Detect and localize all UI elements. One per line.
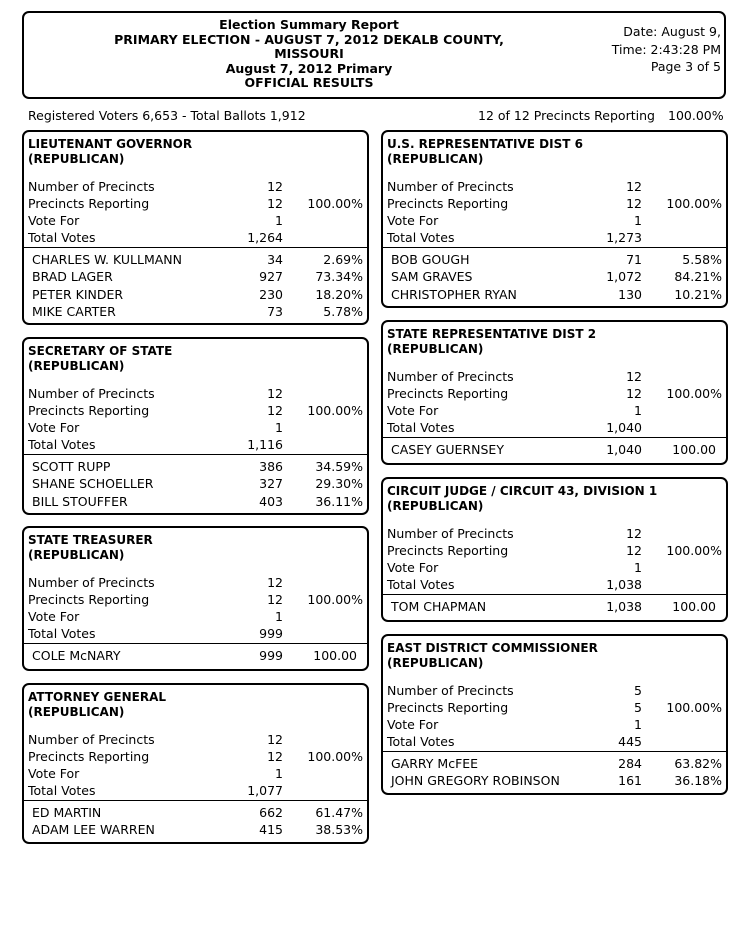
stat-label: Vote For <box>28 766 80 781</box>
race-party: (REPUBLICAN) <box>387 342 484 356</box>
stat-percent: 100.00% <box>666 543 722 558</box>
report-title-block <box>109 18 509 91</box>
race-party: (REPUBLICAN) <box>28 152 125 166</box>
race-office: EAST DISTRICT COMMISSIONER <box>387 641 598 655</box>
stat-row-total-votes <box>387 419 726 436</box>
stat-value: 1,116 <box>247 437 283 452</box>
stat-row-precincts-reporting <box>387 699 726 716</box>
candidate-row <box>387 755 726 772</box>
candidate-name: PETER KINDER <box>32 286 124 302</box>
stat-label: Number of Precincts <box>387 526 514 541</box>
candidate-votes: 403 <box>259 493 283 509</box>
stat-row-total-votes <box>387 576 726 593</box>
stat-row-total-votes <box>28 436 367 453</box>
candidate-name: ED MARTIN <box>32 805 102 820</box>
race-office: LIEUTENANT GOVERNOR <box>28 137 193 151</box>
candidate-percent: 73.34% <box>315 269 363 285</box>
stat-label: Vote For <box>28 420 80 435</box>
stat-row-num-precincts <box>387 178 726 195</box>
candidate-votes: 34 <box>267 252 283 267</box>
candidate-votes: 71 <box>626 252 642 267</box>
stat-label: Total Votes <box>28 626 96 641</box>
race-party: (REPUBLICAN) <box>28 359 125 373</box>
candidate-percent: 5.58% <box>682 252 722 267</box>
candidate-name: GARRY McFEE <box>391 756 479 771</box>
stat-label: Precincts Reporting <box>28 749 150 764</box>
stat-row-total-votes <box>387 733 726 750</box>
stat-row-precincts-reporting <box>387 542 726 559</box>
stat-label: Vote For <box>387 213 439 228</box>
candidate-percent: 100.00 <box>672 442 716 457</box>
candidate-row <box>28 286 367 303</box>
stat-label: Precincts Reporting <box>28 592 150 607</box>
candidate-votes: 230 <box>259 286 283 302</box>
stat-label: Number of Precincts <box>387 179 514 194</box>
candidate-name: CASEY GUERNSEY <box>391 442 504 457</box>
stat-value: 5 <box>634 700 642 715</box>
stat-value: 12 <box>626 386 642 401</box>
candidate-percent: 34.59% <box>315 459 363 474</box>
stat-value: 12 <box>626 196 642 211</box>
stat-row-total-votes <box>28 782 367 799</box>
stat-value: 1,273 <box>606 230 642 245</box>
stat-percent: 100.00% <box>307 403 363 418</box>
stat-label: Vote For <box>28 609 80 624</box>
candidate-row <box>28 268 367 285</box>
candidate-votes: 284 <box>618 756 642 771</box>
stat-value: 12 <box>626 179 642 194</box>
candidate-percent: 84.21% <box>674 269 722 285</box>
candidate-name: BILL STOUFFER <box>32 493 128 509</box>
stat-label: Total Votes <box>28 437 96 452</box>
report-time: Time: 2:43:28 PM <box>611 41 721 57</box>
race-party: (REPUBLICAN) <box>387 499 484 513</box>
stat-row-precincts-reporting <box>28 195 367 212</box>
stat-value: 1 <box>634 717 642 732</box>
stat-label: Precincts Reporting <box>28 196 150 211</box>
race-box <box>22 130 369 325</box>
candidate-row <box>28 804 367 821</box>
stat-row-vote-for <box>387 212 726 229</box>
race-office: U.S. REPRESENTATIVE DIST 6 <box>387 137 583 151</box>
race-box <box>381 320 728 465</box>
stat-percent: 100.00% <box>666 386 722 401</box>
candidate-name: BRAD LAGER <box>32 269 113 285</box>
stat-row-total-votes <box>28 229 367 246</box>
stat-value: 12 <box>267 749 283 764</box>
race-box <box>22 526 369 671</box>
section-divider <box>24 800 367 801</box>
stat-value: 1,038 <box>606 577 642 592</box>
stat-row-num-precincts <box>387 368 726 385</box>
race-title <box>28 344 172 374</box>
race-box <box>381 634 728 795</box>
candidate-row <box>28 458 367 475</box>
stat-row-num-precincts <box>387 682 726 699</box>
stat-percent: 100.00% <box>307 592 363 607</box>
stat-label: Number of Precincts <box>28 732 155 747</box>
race-office: SECRETARY OF STATE <box>28 344 173 358</box>
candidate-row <box>28 251 367 268</box>
candidate-votes: 999 <box>259 648 283 663</box>
stat-value: 12 <box>267 592 283 607</box>
candidate-votes: 1,072 <box>606 269 642 285</box>
race-office: STATE TREASURER <box>28 533 153 547</box>
stat-row-precincts-reporting <box>387 195 726 212</box>
stat-value: 12 <box>267 179 283 194</box>
report-title: Election Summary Report <box>219 17 399 32</box>
race-party: (REPUBLICAN) <box>28 548 125 562</box>
stat-value: 12 <box>267 386 283 401</box>
stat-value: 1 <box>634 403 642 418</box>
candidate-votes: 1,038 <box>606 599 642 614</box>
section-divider <box>383 594 726 595</box>
candidate-votes: 662 <box>259 805 283 820</box>
stat-value: 1 <box>275 609 283 624</box>
stat-value: 12 <box>267 403 283 418</box>
stat-row-num-precincts <box>387 525 726 542</box>
results-status: OFFICIAL RESULTS <box>244 75 374 90</box>
candidate-row <box>387 268 726 285</box>
stat-row-vote-for <box>387 716 726 733</box>
candidate-percent: 100.00 <box>672 599 716 614</box>
candidate-name: SAM GRAVES <box>391 269 473 285</box>
candidate-row <box>387 251 726 268</box>
stat-row-vote-for <box>28 765 367 782</box>
section-divider <box>24 643 367 644</box>
candidate-percent: 18.20% <box>315 286 363 302</box>
candidate-name: ADAM LEE WARREN <box>32 822 155 838</box>
race-box <box>381 130 728 308</box>
stat-row-vote-for <box>28 419 367 436</box>
stat-label: Precincts Reporting <box>387 196 509 211</box>
section-divider <box>383 437 726 438</box>
candidate-votes: 73 <box>267 303 283 319</box>
stat-label: Precincts Reporting <box>28 403 150 418</box>
race-party: (REPUBLICAN) <box>387 152 484 166</box>
stat-percent: 100.00% <box>666 700 722 715</box>
stat-row-total-votes <box>387 229 726 246</box>
candidate-votes: 327 <box>259 476 283 492</box>
stat-label: Total Votes <box>387 734 455 749</box>
race-title <box>387 137 583 167</box>
race-office: STATE REPRESENTATIVE DIST 2 <box>387 327 597 341</box>
section-divider <box>24 247 367 248</box>
stat-label: Precincts Reporting <box>387 386 509 401</box>
candidate-name: CHARLES W. KULLMANN <box>32 252 182 267</box>
candidate-percent: 36.18% <box>674 773 722 789</box>
stat-value: 1,040 <box>606 420 642 435</box>
stat-value: 12 <box>626 369 642 384</box>
stat-row-num-precincts <box>28 731 367 748</box>
stat-label: Number of Precincts <box>28 386 155 401</box>
candidate-percent: 63.82% <box>674 756 722 771</box>
stat-row-total-votes <box>28 625 367 642</box>
stat-row-vote-for <box>387 402 726 419</box>
candidate-name: JOHN GREGORY ROBINSON <box>391 773 560 789</box>
stat-label: Precincts Reporting <box>387 543 509 558</box>
race-title <box>387 484 657 514</box>
stat-value: 445 <box>618 734 642 749</box>
section-divider <box>383 247 726 248</box>
stat-label: Total Votes <box>28 230 96 245</box>
race-title <box>28 533 153 563</box>
race-office: CIRCUIT JUDGE / CIRCUIT 43, DIVISION 1 <box>387 484 658 498</box>
section-divider <box>24 454 367 455</box>
stat-value: 12 <box>267 732 283 747</box>
stat-value: 12 <box>626 543 642 558</box>
stat-value: 12 <box>626 526 642 541</box>
election-date: August 7, 2012 Primary <box>225 60 393 76</box>
candidate-name: SCOTT RUPP <box>32 459 111 474</box>
race-box <box>22 683 369 844</box>
stat-percent: 100.00% <box>666 196 722 211</box>
stat-label: Vote For <box>28 213 80 228</box>
race-title <box>387 641 598 671</box>
stat-value: 12 <box>267 575 283 590</box>
candidate-name: MIKE CARTER <box>32 303 116 319</box>
stat-row-vote-for <box>28 608 367 625</box>
stat-value: 1 <box>634 213 642 228</box>
candidate-row <box>28 647 367 664</box>
precincts-summary-percent: 100.00% <box>668 108 724 123</box>
stat-label: Number of Precincts <box>387 683 514 698</box>
precincts-summary: 12 of 12 Precincts Reporting <box>478 108 655 123</box>
stat-label: Precincts Reporting <box>387 700 509 715</box>
race-party: (REPUBLICAN) <box>387 656 484 670</box>
candidate-row <box>387 598 726 615</box>
candidate-name: SHANE SCHOELLER <box>32 476 154 492</box>
stat-value: 1 <box>634 560 642 575</box>
stat-row-precincts-reporting <box>28 402 367 419</box>
candidate-percent: 29.30% <box>315 476 363 492</box>
candidate-name: TOM CHAPMAN <box>391 599 487 614</box>
candidate-name: BOB GOUGH <box>391 252 470 267</box>
stat-label: Total Votes <box>28 783 96 798</box>
report-meta <box>612 23 721 76</box>
stat-row-num-precincts <box>28 574 367 591</box>
candidate-row <box>387 772 726 789</box>
stat-value: 1 <box>275 420 283 435</box>
stat-value: 1 <box>275 766 283 781</box>
race-box <box>22 337 369 515</box>
race-title <box>28 690 166 720</box>
candidate-percent: 5.78% <box>323 303 363 319</box>
stat-row-num-precincts <box>28 385 367 402</box>
race-title <box>387 327 596 357</box>
candidate-row <box>28 475 367 492</box>
stat-label: Total Votes <box>387 230 455 245</box>
race-office: ATTORNEY GENERAL <box>28 690 167 704</box>
candidate-votes: 161 <box>618 773 642 789</box>
candidate-votes: 130 <box>618 286 642 302</box>
stat-label: Total Votes <box>387 420 455 435</box>
candidate-percent: 10.21% <box>674 286 722 302</box>
candidate-percent: 2.69% <box>323 252 363 267</box>
stat-label: Total Votes <box>387 577 455 592</box>
stat-percent: 100.00% <box>307 196 363 211</box>
stat-value: 1,264 <box>247 230 283 245</box>
candidate-votes: 415 <box>259 822 283 838</box>
candidate-percent: 36.11% <box>315 493 363 509</box>
page-number: Page 3 of 5 <box>650 59 721 74</box>
stat-row-num-precincts <box>28 178 367 195</box>
candidate-row <box>28 303 367 320</box>
section-divider <box>383 751 726 752</box>
stat-label: Vote For <box>387 717 439 732</box>
candidate-row <box>28 493 367 510</box>
stat-label: Vote For <box>387 403 439 418</box>
candidate-votes: 927 <box>259 269 283 285</box>
candidate-row <box>387 286 726 303</box>
candidate-row <box>387 441 726 458</box>
stat-label: Number of Precincts <box>28 575 155 590</box>
stat-row-vote-for <box>28 212 367 229</box>
race-party: (REPUBLICAN) <box>28 705 125 719</box>
ballot-summary: Registered Voters 6,653 - Total Ballots 1,912 <box>28 108 306 123</box>
stat-row-vote-for <box>387 559 726 576</box>
stat-value: 12 <box>267 196 283 211</box>
stat-value: 999 <box>259 626 283 641</box>
report-header <box>22 11 726 99</box>
candidate-name: CHRISTOPHER RYAN <box>391 286 517 302</box>
candidate-percent: 61.47% <box>315 805 363 820</box>
candidate-percent: 100.00 <box>313 648 357 663</box>
candidate-row <box>28 821 367 838</box>
race-title <box>28 137 192 167</box>
stat-value: 5 <box>634 683 642 698</box>
stat-row-precincts-reporting <box>28 591 367 608</box>
candidate-votes: 386 <box>259 459 283 474</box>
stat-percent: 100.00% <box>307 749 363 764</box>
candidate-name: COLE McNARY <box>32 648 121 663</box>
candidate-percent: 38.53% <box>315 822 363 838</box>
stat-value: 1,077 <box>247 783 283 798</box>
stat-label: Number of Precincts <box>28 179 155 194</box>
stat-label: Number of Precincts <box>387 369 514 384</box>
stat-value: 1 <box>275 213 283 228</box>
election-name: PRIMARY ELECTION - AUGUST 7, 2012 DEKALB COUNTY, MISSOURI <box>114 31 504 61</box>
stat-row-precincts-reporting <box>387 385 726 402</box>
report-date: Date: August 9, <box>623 24 721 39</box>
stat-row-precincts-reporting <box>28 748 367 765</box>
candidate-votes: 1,040 <box>606 442 642 457</box>
race-box <box>381 477 728 622</box>
stat-label: Vote For <box>387 560 439 575</box>
